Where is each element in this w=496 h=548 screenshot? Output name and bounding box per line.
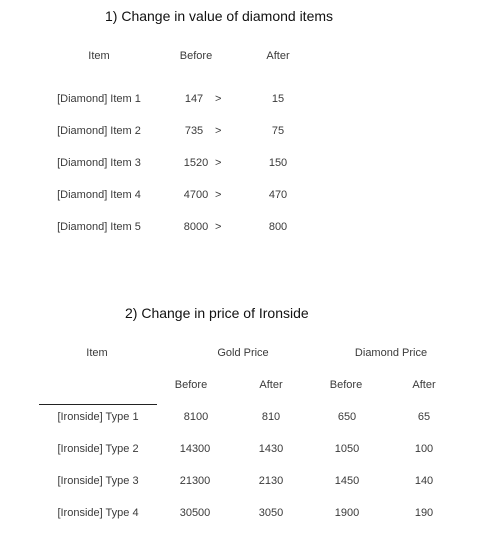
section2-row-diamond-before: 1450 xyxy=(334,475,360,487)
section1-row-after: 470 xyxy=(268,189,288,201)
section1-header-before: Before xyxy=(179,50,213,62)
section2-row-diamond-after: 140 xyxy=(414,475,434,487)
section2-row-item: [Ironside] Type 3 xyxy=(57,475,139,487)
section1-row-after: 150 xyxy=(268,157,288,169)
section2-row-gold-before: 21300 xyxy=(179,475,211,487)
section1-row-arrow: > xyxy=(215,125,222,137)
section2-row-diamond-after: 100 xyxy=(414,443,434,455)
section2-header-item: Item xyxy=(86,347,108,359)
section1-title: 1) Change in value of diamond items xyxy=(105,8,334,24)
section2-row-diamond-after: 190 xyxy=(414,507,434,519)
section2-row-diamond-before: 650 xyxy=(337,411,357,423)
section2-row-gold-before: 30500 xyxy=(179,507,211,519)
section2-title: 2) Change in price of Ironside xyxy=(125,305,309,321)
section1-row-arrow: > xyxy=(215,157,222,169)
section2-header-diamond-price: Diamond Price xyxy=(354,347,428,359)
section2-row-item: [Ironside] Type 4 xyxy=(57,507,139,519)
section1-row-item: [Diamond] Item 4 xyxy=(57,189,141,201)
section1-header-item: Item xyxy=(88,50,110,62)
section2-subheader-diamond-after: After xyxy=(412,379,436,391)
section2-row-diamond-before: 1900 xyxy=(334,507,360,519)
section1-row-item: [Diamond] Item 2 xyxy=(57,125,141,137)
section1-row-before: 8000 xyxy=(183,221,209,233)
section2-row-gold-after: 1430 xyxy=(258,443,284,455)
section1-row-arrow: > xyxy=(215,221,222,233)
section1-row-arrow: > xyxy=(215,93,222,105)
section2-row-gold-before: 14300 xyxy=(179,443,211,455)
section1-row-after: 75 xyxy=(271,125,285,137)
section1-row-before: 4700 xyxy=(183,189,209,201)
section1-row-arrow: > xyxy=(215,189,222,201)
section1-header-after: After xyxy=(266,50,290,62)
section1-row-before: 735 xyxy=(184,125,204,137)
section1-row-before: 1520 xyxy=(183,157,209,169)
section2-row-diamond-before: 1050 xyxy=(334,443,360,455)
section1-row-after: 800 xyxy=(268,221,288,233)
section2-row-gold-after: 2130 xyxy=(258,475,284,487)
section2-row-diamond-after: 65 xyxy=(417,411,431,423)
section2-header-gold-price: Gold Price xyxy=(217,347,269,359)
section2-subheader-gold-after: After xyxy=(259,379,283,391)
section2-row-item: [Ironside] Type 1 xyxy=(57,411,139,423)
section1-row-item: [Diamond] Item 3 xyxy=(57,157,141,169)
section2-subheader-diamond-before: Before xyxy=(329,379,363,391)
section1-row-item: [Diamond] Item 5 xyxy=(57,221,141,233)
section1-row-after: 15 xyxy=(271,93,285,105)
section2-row-gold-after: 3050 xyxy=(258,507,284,519)
section2-row-gold-after: 810 xyxy=(261,411,281,423)
section2-row-gold-before: 8100 xyxy=(183,411,209,423)
section2-row-item: [Ironside] Type 2 xyxy=(57,443,139,455)
section2-subheader-gold-before: Before xyxy=(174,379,208,391)
header-divider xyxy=(39,404,157,405)
section1-row-before: 147 xyxy=(184,93,204,105)
section1-row-item: [Diamond] Item 1 xyxy=(57,93,141,105)
